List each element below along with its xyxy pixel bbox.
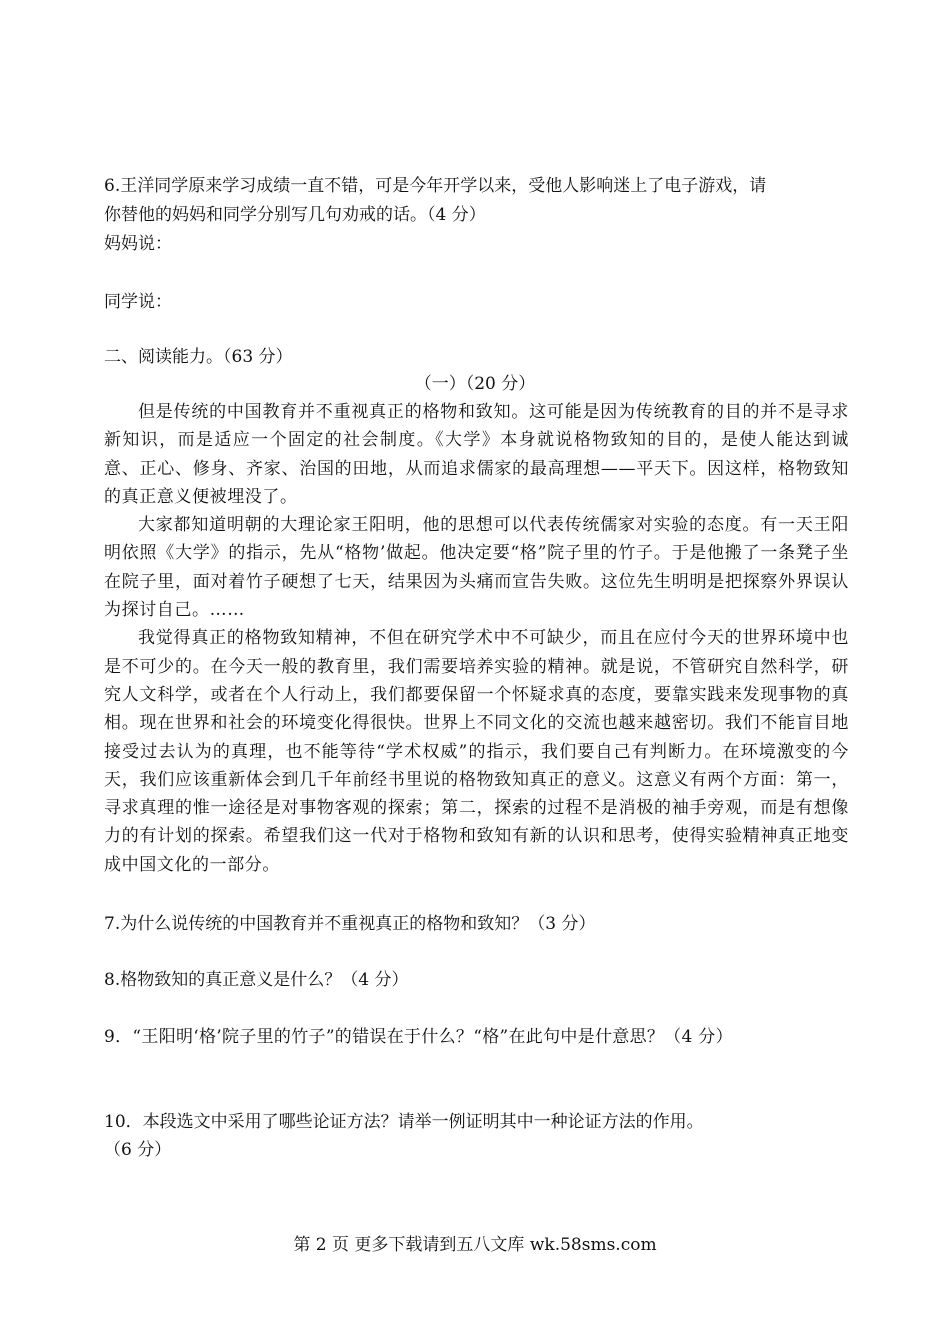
passage-paragraph-2: 大家都知道明朝的大理论家王阳明，他的思想可以代表传统儒家对实验的态度。有一天王阳明依照《大学》的指示，先从“格物’做起。他决定要“格”院子里的竹子。于是他搬了一条凳子坐在院子里，面对着竹子硬想了七天，结果因为头痛而宣告失败。这位先生明明是把探察外界误认为探讨自己。…… [104, 515, 849, 621]
section-2-title: 二、阅读能力。（63 分） [104, 347, 293, 367]
question-6-line-1: 6.王洋同学原来学习成绩一直不错，可是今年开学以来，受他人影响迷上了电子游戏，请 [104, 176, 767, 196]
question-9: 9．“王阳明‘格’院子里的竹子”的错误在于什么？“格”在此句中是什意思？（4 分） [104, 1027, 733, 1047]
question-10-line-1: 10．本段选文中采用了哪些论证方法？请举一例证明其中一种论证方法的作用。 [104, 1112, 704, 1132]
question-6-line-2: 你替他的妈妈和同学分别写几句劝戒的话。（4 分） [104, 205, 486, 225]
reading-passage [104, 398, 849, 879]
part-1-heading: （一）（20 分） [414, 374, 536, 394]
mom-says-label: 妈妈说： [104, 234, 172, 254]
classmate-says-label: 同学说： [104, 292, 172, 312]
question-7: 7.为什么说传统的中国教育并不重视真正的格物和致知？（3 分） [104, 914, 596, 934]
question-8: 8.格物致知的真正意义是什么？（4 分） [104, 970, 409, 990]
passage-paragraph-1: 但是传统的中国教育并不重视真正的格物和致知。这可能是因为传统教育的目的并不是寻求新知识，而是适应一个固定的社会制度。《大学》本身就说格物致知的目的，是使人能达到诚意、正心、修身、齐家、治国的田地，从而追求儒家的最高理想——平天下。因这样，格物致知的真正意义便被埋没了。 [104, 402, 849, 507]
passage-paragraph-3: 我觉得真正的格物致知精神，不但在研究学术中不可缺少，而且在应付今天的世界环境中也是不可少的。在今天一般的教育里，我们需要培养实验的精神。就是说，不管研究自然科学，研究人文科学，或者在个人行动上，我们都要保留一个怀疑求真的态度，要靠实践来发现事物的真相。现在世界和社会的环境变化得很快。世界上不同文化的交流也越来越密切。我们不能盲目地接受过去认为的真理，也不能等待“学术权威”的指示，我们要自己有判断力。在环境激变的今天，我们应该重新体会到几千年前经书里说的格物致知真正的意义。这意义有两个方面：第一，寻求真理的惟一途径是对事物客观的探索；第二，探索的过程不是消极的袖手旁观，而是有想像力的有计划的探索。希望我们这一代对于格物和致知有新的认识和思考，使得实验精神真正地变成中国文化的一部分。 [104, 628, 849, 875]
question-10-line-2: （6 分） [104, 1140, 172, 1160]
page-footer: 第 2 页 更多下载请到五八文库 wk.58sms.com [293, 1235, 657, 1255]
